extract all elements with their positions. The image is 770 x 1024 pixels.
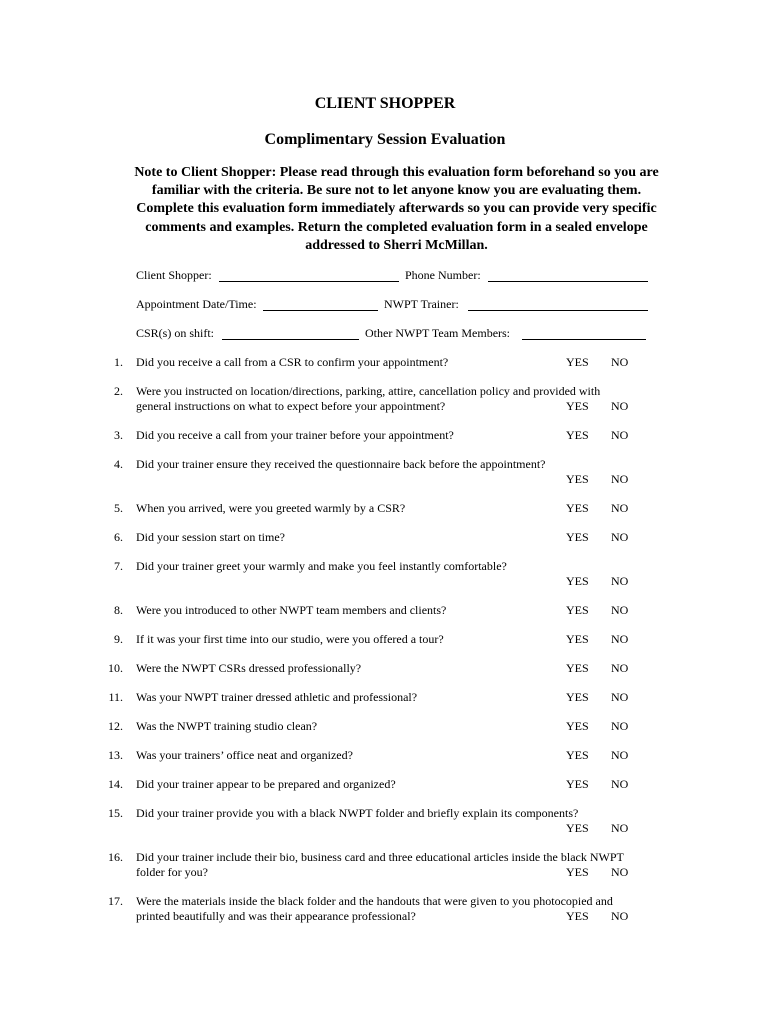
- question-text: If it was your first time into our studio, were you offered a tour?: [136, 632, 444, 646]
- no-option[interactable]: NO: [611, 661, 629, 675]
- question-number: 13.: [108, 748, 123, 762]
- question-number: 1.: [114, 355, 123, 369]
- yes-option[interactable]: YES: [566, 908, 589, 923]
- no-option[interactable]: NO: [611, 573, 629, 588]
- nwpt-trainer-field[interactable]: [468, 310, 648, 311]
- question-text: Were you instructed on location/directions, parking, attire, cancellation policy and provided with: [136, 384, 601, 398]
- nwpt-trainer-label: NWPT Trainer:: [384, 297, 459, 311]
- question-text: Was the NWPT training studio clean?: [136, 719, 318, 733]
- question-text: printed beautifully and was their appearance professional?: [136, 908, 416, 923]
- question-text: Did you receive a call from your trainer before your appointment?: [136, 428, 454, 442]
- yes-option[interactable]: YES: [566, 398, 589, 413]
- no-option[interactable]: NO: [611, 864, 629, 879]
- no-option[interactable]: NO: [611, 908, 629, 923]
- question-text: folder for you?: [136, 864, 208, 879]
- client-shopper-field[interactable]: [219, 281, 399, 282]
- yes-option[interactable]: YES: [566, 719, 589, 733]
- yes-option[interactable]: YES: [566, 748, 589, 762]
- yes-option[interactable]: YES: [566, 661, 589, 675]
- yes-option[interactable]: YES: [566, 428, 589, 442]
- question-text: Did your session start on time?: [136, 530, 285, 544]
- question-number: 11.: [108, 690, 123, 704]
- no-option[interactable]: NO: [611, 820, 629, 835]
- no-option[interactable]: NO: [611, 428, 629, 442]
- yes-option[interactable]: YES: [566, 777, 589, 791]
- question-text: Were the materials inside the black folder and the handouts that were given to you photocopied and: [136, 894, 613, 908]
- question-text: Did your trainer ensure they received the questionnaire back before the appointment?: [136, 457, 546, 471]
- question-number: 8.: [114, 603, 123, 617]
- question-text: When you arrived, were you greeted warmly by a CSR?: [136, 501, 406, 515]
- appointment-date-field[interactable]: [263, 310, 378, 311]
- yes-option[interactable]: YES: [566, 355, 589, 369]
- question-number: 14.: [108, 777, 123, 791]
- question-text: Were the NWPT CSRs dressed professionally?: [136, 661, 362, 675]
- question-number: 7.: [114, 559, 123, 573]
- yes-option[interactable]: YES: [566, 820, 589, 835]
- no-option[interactable]: NO: [611, 777, 629, 791]
- question-number: 4.: [114, 457, 123, 471]
- question-number: 12.: [108, 719, 123, 733]
- no-option[interactable]: NO: [611, 690, 629, 704]
- question-number: 6.: [114, 530, 123, 544]
- question-number: 5.: [114, 501, 123, 515]
- csr-on-shift-field[interactable]: [222, 339, 359, 340]
- no-option[interactable]: NO: [611, 530, 629, 544]
- question-number: 17.: [108, 894, 123, 908]
- question-text: Did your trainer include their bio, business card and three educational articles inside the black NWPT: [136, 850, 624, 864]
- yes-option[interactable]: YES: [566, 530, 589, 544]
- question-text: general instructions on what to expect before your appointment?: [136, 398, 446, 413]
- phone-number-label: Phone Number:: [405, 268, 481, 282]
- no-option[interactable]: NO: [611, 719, 629, 733]
- question-text: Did your trainer provide you with a black NWPT folder and briefly explain its components?: [136, 806, 579, 820]
- no-option[interactable]: NO: [611, 603, 629, 617]
- client-shopper-label: Client Shopper:: [136, 268, 212, 282]
- no-option[interactable]: NO: [611, 398, 629, 413]
- yes-option[interactable]: YES: [566, 690, 589, 704]
- question-number: 3.: [114, 428, 123, 442]
- no-option[interactable]: NO: [611, 471, 629, 486]
- yes-option[interactable]: YES: [566, 603, 589, 617]
- question-number: 16.: [108, 850, 123, 864]
- yes-option[interactable]: YES: [566, 864, 589, 879]
- question-text: Was your trainers’ office neat and organized?: [136, 748, 353, 762]
- other-team-members-field[interactable]: [522, 339, 646, 340]
- page-subtitle: Complimentary Session Evaluation: [264, 131, 506, 148]
- phone-number-field[interactable]: [488, 281, 648, 282]
- question-text: Did your trainer appear to be prepared and organized?: [136, 777, 396, 791]
- no-option[interactable]: NO: [611, 632, 629, 646]
- question-text: Did you receive a call from a CSR to confirm your appointment?: [136, 355, 449, 369]
- question-number: 15.: [108, 806, 123, 820]
- yes-option[interactable]: YES: [566, 632, 589, 646]
- question-text: Was your NWPT trainer dressed athletic and professional?: [136, 690, 418, 704]
- yes-option[interactable]: YES: [566, 501, 589, 515]
- no-option[interactable]: NO: [611, 748, 629, 762]
- yes-option[interactable]: YES: [566, 471, 589, 486]
- page-title: CLIENT SHOPPER: [314, 95, 456, 112]
- question-number: 9.: [114, 632, 123, 646]
- question-number: 2.: [114, 384, 123, 398]
- no-option[interactable]: NO: [611, 501, 629, 515]
- other-team-members-label: Other NWPT Team Members:: [365, 326, 511, 340]
- appointment-date-label: Appointment Date/Time:: [136, 297, 257, 311]
- instructions-note: Note to Client Shopper: Please read through this evaluation form beforehand so you are familiar with the criteria. Be sure not to let anyone know you are evaluating them. Complete this evaluation form immediately afterwards so you can provide very specific comments and examples. Return the completed evaluation form in a sealed envelope addressed to Sherri McMillan.: [134, 165, 659, 253]
- question-number: 10.: [108, 661, 123, 675]
- csr-on-shift-label: CSR(s) on shift:: [136, 326, 215, 340]
- question-text: Did your trainer greet your warmly and make you feel instantly comfortable?: [136, 559, 507, 573]
- yes-option[interactable]: YES: [566, 573, 589, 588]
- no-option[interactable]: NO: [611, 355, 629, 369]
- question-text: Were you introduced to other NWPT team members and clients?: [136, 603, 447, 617]
